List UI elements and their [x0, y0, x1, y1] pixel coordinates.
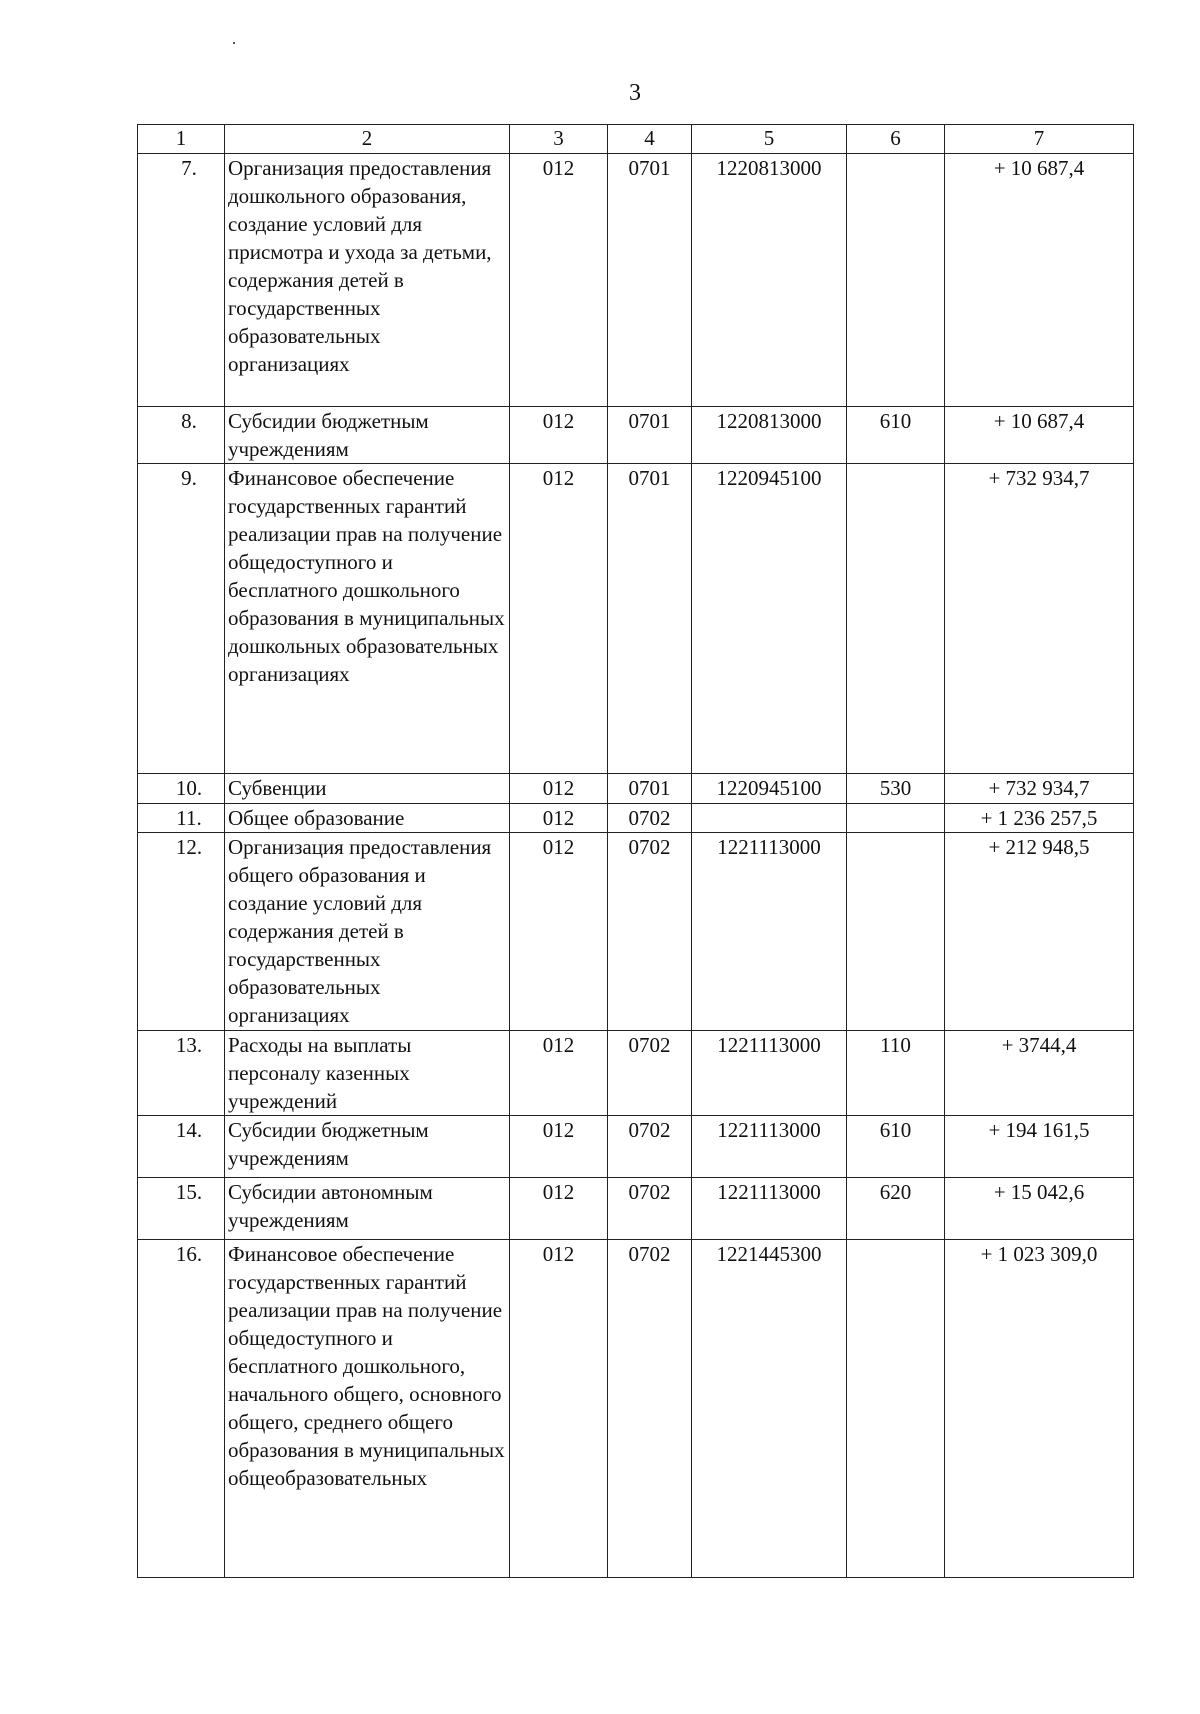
- row-col-4: 0702: [608, 1240, 692, 1578]
- row-col-3: 012: [510, 1031, 608, 1116]
- row-name: Расходы на выплаты персоналу казенных учреждений: [225, 1031, 510, 1116]
- row-col-5: 1220945100: [692, 774, 847, 804]
- scan-speck: [233, 42, 235, 44]
- row-col-6: 610: [847, 1116, 945, 1178]
- row-col-3: 012: [510, 804, 608, 833]
- row-number: 8.: [138, 407, 225, 464]
- row-col-5: 1221113000: [692, 1178, 847, 1240]
- table-row: [138, 1031, 1134, 1116]
- row-amount: + 1 023 309,0: [945, 1240, 1134, 1578]
- row-col-4: 0701: [608, 407, 692, 464]
- budget-table: [137, 124, 1134, 1578]
- header-col-3: 3: [510, 125, 608, 154]
- row-col-6: 610: [847, 407, 945, 464]
- row-col-5: 1221113000: [692, 1031, 847, 1116]
- header-col-5: 5: [692, 125, 847, 154]
- row-col-4: 0701: [608, 774, 692, 804]
- table-row: [138, 407, 1134, 464]
- row-amount: + 10 687,4: [945, 407, 1134, 464]
- row-col-3: 012: [510, 1178, 608, 1240]
- row-amount: + 3744,4: [945, 1031, 1134, 1116]
- header-col-7: 7: [945, 125, 1134, 154]
- row-col-6: 530: [847, 774, 945, 804]
- row-col-6: [847, 833, 945, 1031]
- row-name: Субсидии бюджетным учреждениям: [225, 407, 510, 464]
- row-col-4: 0701: [608, 154, 692, 407]
- header-col-6: 6: [847, 125, 945, 154]
- row-amount: + 194 161,5: [945, 1116, 1134, 1178]
- header-col-1: 1: [138, 125, 225, 154]
- row-col-6: [847, 464, 945, 774]
- row-col-6: [847, 1240, 945, 1578]
- row-name: Субсидии автономным учреждениям: [225, 1178, 510, 1240]
- row-col-3: 012: [510, 774, 608, 804]
- row-col-3: 012: [510, 1240, 608, 1578]
- row-amount: + 732 934,7: [945, 464, 1134, 774]
- row-col-5: 1220945100: [692, 464, 847, 774]
- row-col-6: 620: [847, 1178, 945, 1240]
- row-col-5: 1221113000: [692, 1116, 847, 1178]
- row-col-5: 1220813000: [692, 407, 847, 464]
- row-col-3: 012: [510, 154, 608, 407]
- row-amount: + 15 042,6: [945, 1178, 1134, 1240]
- row-col-3: 012: [510, 1116, 608, 1178]
- row-col-5: 1221445300: [692, 1240, 847, 1578]
- table-row: [138, 464, 1134, 774]
- table-row: [138, 1178, 1134, 1240]
- row-name: Общее образование: [225, 804, 510, 833]
- row-col-3: 012: [510, 464, 608, 774]
- row-col-4: 0702: [608, 804, 692, 833]
- row-amount: + 732 934,7: [945, 774, 1134, 804]
- table-row: [138, 804, 1134, 833]
- header-col-4: 4: [608, 125, 692, 154]
- row-name: Финансовое обеспечение государственных гарантий реализации прав на получение общедоступного и бесплатного дошкольного образования в муниципальных дошкольных образовательных организациях: [225, 464, 510, 774]
- row-number: 14.: [138, 1116, 225, 1178]
- row-col-4: 0701: [608, 464, 692, 774]
- header-row: [138, 125, 1134, 154]
- row-number: 9.: [138, 464, 225, 774]
- row-amount: + 212 948,5: [945, 833, 1134, 1031]
- row-col-4: 0702: [608, 1031, 692, 1116]
- row-amount: + 10 687,4: [945, 154, 1134, 407]
- table-row: [138, 1116, 1134, 1178]
- row-col-6: 110: [847, 1031, 945, 1116]
- row-name: Субвенции: [225, 774, 510, 804]
- row-number: 7.: [138, 154, 225, 407]
- page-number: 3: [629, 80, 641, 106]
- row-col-6: [847, 804, 945, 833]
- row-number: 13.: [138, 1031, 225, 1116]
- row-col-5: 1221113000: [692, 833, 847, 1031]
- row-name: Организация предоставления общего образования и создание условий для содержания детей в государственных образовательных организациях: [225, 833, 510, 1031]
- row-col-4: 0702: [608, 833, 692, 1031]
- header-col-2: 2: [225, 125, 510, 154]
- row-name: Субсидии бюджетным учреждениям: [225, 1116, 510, 1178]
- row-col-5: 1220813000: [692, 154, 847, 407]
- row-col-3: 012: [510, 833, 608, 1031]
- table-row: [138, 1240, 1134, 1578]
- row-col-6: [847, 154, 945, 407]
- row-col-3: 012: [510, 407, 608, 464]
- row-number: 12.: [138, 833, 225, 1031]
- row-number: 15.: [138, 1178, 225, 1240]
- row-col-4: 0702: [608, 1178, 692, 1240]
- table-row: [138, 154, 1134, 407]
- table-row: [138, 774, 1134, 804]
- row-col-4: 0702: [608, 1116, 692, 1178]
- row-amount: + 1 236 257,5: [945, 804, 1134, 833]
- row-number: 11.: [138, 804, 225, 833]
- row-number: 10.: [138, 774, 225, 804]
- row-col-5: [692, 804, 847, 833]
- row-name: Финансовое обеспечение государственных гарантий реализации прав на получение общедоступного и бесплатного дошкольного, начального общего, основного общего, среднего общего образования в муниципальных общеобразовательных: [225, 1240, 510, 1578]
- row-name: Организация предоставления дошкольного образования, создание условий для присмотра и ухода за детьми, содержания детей в государственных образовательных организациях: [225, 154, 510, 407]
- table-row: [138, 833, 1134, 1031]
- row-number: 16.: [138, 1240, 225, 1578]
